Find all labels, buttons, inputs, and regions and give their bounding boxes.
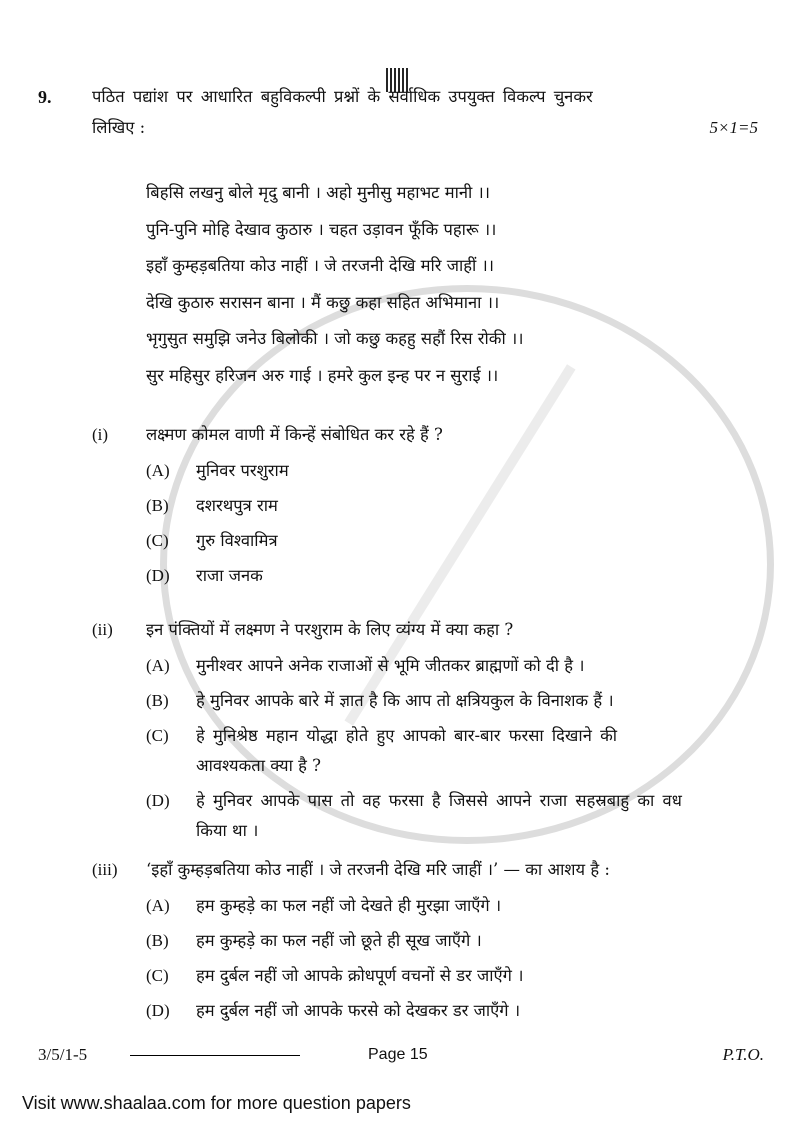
option-text: हम कुम्हड़े का फल नहीं जो देखते ही मुरझा जाएँगे । — [196, 895, 502, 915]
footer-rule — [130, 1055, 300, 1056]
subquestion-text: इन पंक्तियों में लक्ष्मण ने परशुराम के लिए व्यंग्य में क्या कहा ? — [146, 620, 514, 639]
option-text-cont: किया था । — [196, 821, 259, 841]
option-text: हम कुम्हड़े का फल नहीं जो छूते ही सूख जाएँगे । — [196, 930, 482, 950]
question-number: 9. — [38, 87, 52, 107]
subquestion-number: (iii) — [92, 860, 118, 879]
option-text: हे मुनिश्रेष्ठ महान योद्धा होते हुए आपको बार-बार फरसा दिखाने की — [196, 726, 618, 746]
visit-link[interactable]: Visit www.shaalaa.com for more question papers — [22, 1093, 411, 1113]
page-number: Page 15 — [368, 1046, 428, 1063]
verse-line: इहाँ कुम्हड़बतिया कोउ नाहीं । जे तरजनी देखि मरि जाहीं ।। — [146, 256, 495, 276]
question-instruction-2: लिखिए : — [92, 118, 146, 137]
option-text: गुरु विश्वामित्र — [196, 531, 278, 551]
question-instruction: पठित पद्यांश पर आधारित बहुविकल्पी प्रश्नों के सर्वाधिक उपयुक्त विकल्प चुनकर — [92, 87, 593, 106]
option-label: (C) — [146, 531, 169, 551]
verse-line: बिहसि लखनु बोले मृदु बानी । अहो मुनीसु महाभट मानी ।। — [146, 183, 491, 202]
verse-line: सुर महिसुर हरिजन अरु गाई । हमरे कुल इन्ह पर न सुराई ।। — [146, 366, 499, 385]
option-label: (D) — [146, 566, 170, 586]
option-text-cont: आवश्यकता क्या है ? — [196, 756, 321, 776]
question-marks: 5×1=5 — [709, 118, 758, 137]
option-label: (A) — [146, 655, 170, 675]
option-label: (D) — [146, 1001, 170, 1021]
option-text: मुनीश्वर आपने अनेक राजाओं से भूमि जीतकर ब्राह्मणों को दी है । — [196, 655, 585, 675]
option-text: हम दुर्बल नहीं जो आपके क्रोधपूर्ण वचनों से डर जाएँगे । — [196, 966, 524, 986]
verse-line: देखि कुठारु सरासन बाना । मैं कछु कहा सहित अभिमाना ।। — [146, 292, 500, 312]
option-label: (C) — [146, 726, 169, 746]
option-label: (B) — [146, 690, 169, 710]
verse-line: भृगुसुत समुझि जनेउ बिलोकी । जो कछु कहहु सहौं रिस रोकी ।। — [146, 329, 524, 349]
subquestion-text: ‘इहाँ कुम्हड़बतिया कोउ नाहीं । जे तरजनी देखि मरि जाहीं ।’ — का आशय है : — [146, 860, 610, 879]
verse-line: पुनि-पुनि मोहि देखाव कुठारु । चहत उड़ावन फूँकि पहारू ।। — [146, 219, 497, 239]
option-text: हे मुनिवर आपके पास तो वह फरसा है जिससे आपने राजा सहस्रबाहु का वध — [196, 791, 682, 811]
option-text: हम दुर्बल नहीं जो आपके फरसे को देखकर डर जाएँगे । — [196, 1001, 521, 1021]
option-label: (D) — [146, 791, 170, 811]
option-label: (A) — [146, 460, 170, 480]
option-text: मुनिवर परशुराम — [196, 460, 289, 480]
pto-label: P.T.O. — [722, 1045, 764, 1064]
subquestion-number: (ii) — [92, 620, 113, 639]
option-text: राजा जनक — [196, 566, 263, 586]
option-label: (A) — [146, 895, 170, 915]
option-text: दशरथपुत्र राम — [196, 495, 278, 515]
subquestion-text: लक्ष्मण कोमल वाणी में किन्हें संबोधित कर रहे हैं ? — [146, 425, 443, 444]
option-text: हे मुनिवर आपके बारे में ज्ञात है कि आप तो क्षत्रियकुल के विनाशक हैं । — [196, 690, 614, 710]
option-label: (B) — [146, 495, 169, 515]
option-label: (C) — [146, 966, 169, 986]
paper-code: 3/5/1-5 — [38, 1045, 88, 1064]
subquestion-number: (i) — [92, 425, 109, 444]
option-label: (B) — [146, 930, 169, 950]
